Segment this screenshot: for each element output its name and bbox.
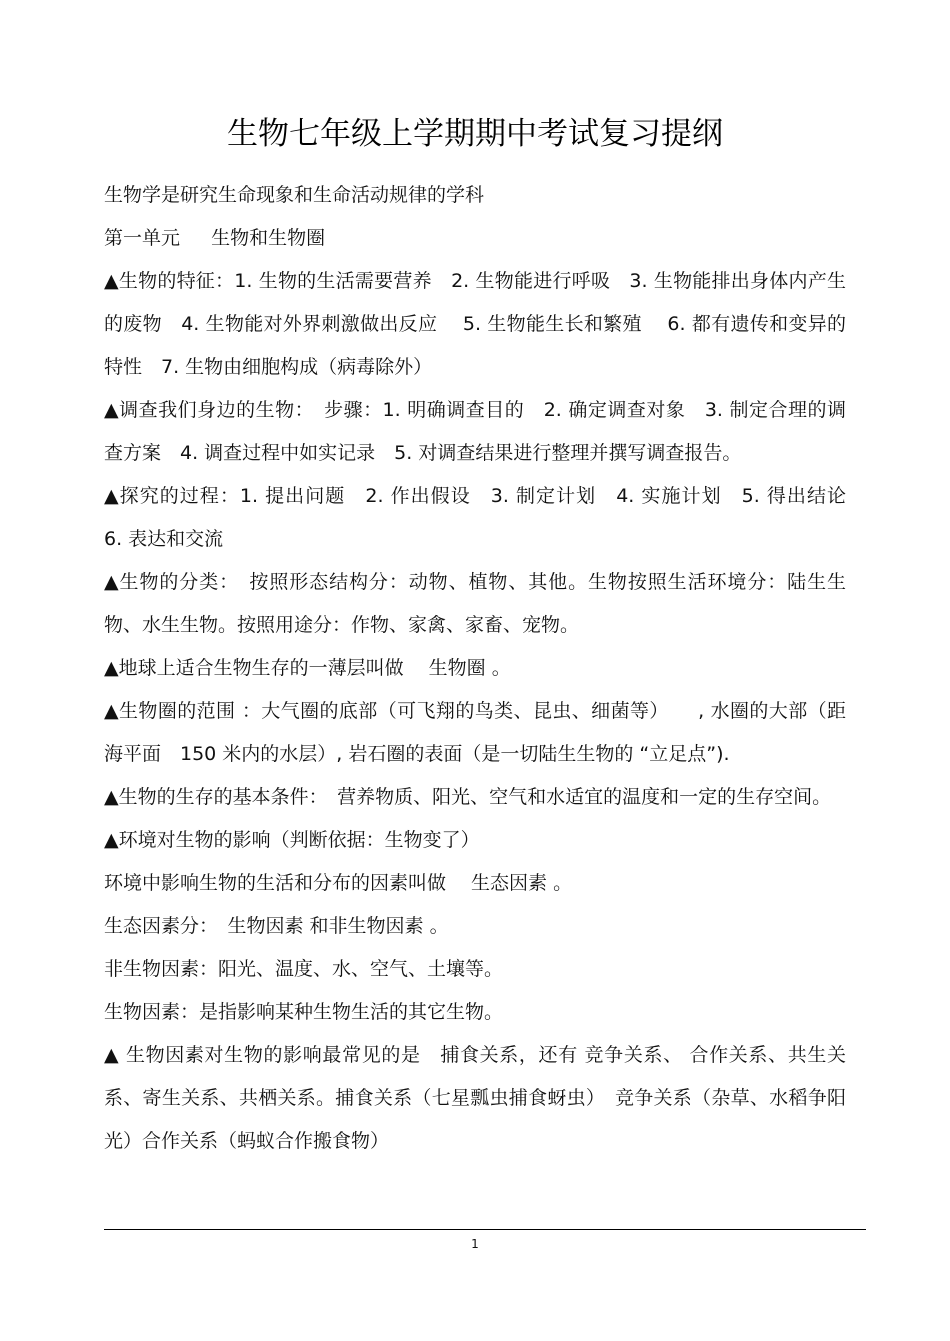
- paragraph-biosphere: ▲地球上适合生物生存的一薄层叫做 生物圈 。: [104, 657, 511, 679]
- paragraph-characteristics: ▲生物的特征：1. 生物的生活需要营养 2. 生物能进行呼吸 3. 生物能排出身体内产生的废物 4. 生物能对外界刺激做出反应 5. 生物能生长和繁殖 6. 都有遗传和变异的特性 7. 生物由细胞构成（病毒除外）: [104, 270, 846, 378]
- document-body: [104, 174, 866, 1163]
- footer-divider: [104, 1229, 866, 1230]
- paragraph-survey: ▲调查我们身边的生物： 步骤：1. 明确调查目的 2. 确定调查对象 3. 制定合理的调查方案 4. 调查过程中如实记录 5. 对调查结果进行整理并撰写调查报告。: [104, 399, 846, 464]
- paragraph-abiotic: 非生物因素：阳光、温度、水、空气、土壤等。: [104, 958, 504, 980]
- page-number: 1: [471, 1237, 479, 1251]
- paragraph-environment-effect: ▲环境对生物的影响（判断依据：生物变了）: [104, 829, 480, 851]
- paragraph-biosphere-range: ▲生物圈的范围 ：大气圈的底部（可飞翔的鸟类、昆虫、细菌等） , 水圈的大部（距海平面 150 米内的水层）, 岩石圈的表面（是一切陆生生物的 “立足点”).: [104, 700, 846, 765]
- paragraph-inquiry: ▲探究的过程：1. 提出问题 2. 作出假设 3. 制定计划 4. 实施计划 5. 得出结论 6. 表达和交流: [104, 485, 866, 550]
- paragraph-classification: ▲生物的分类： 按照形态结构分：动物、植物、其他。生物按照生活环境分：陆生生物、水生生物。按照用途分：作物、家禽、家畜、宠物。: [104, 571, 846, 636]
- paragraph-biotic: 生物因素：是指影响某种生物生活的其它生物。: [104, 1001, 504, 1023]
- paragraph-ecological-factor: 环境中影响生物的生活和分布的因素叫做 生态因素 。: [104, 872, 573, 894]
- paragraph-relationships: ▲ 生物因素对生物的影响最常见的是 捕食关系，还有 竞争关系、 合作关系、共生关系、寄生关系、共栖关系。捕食关系（七星瓢虫捕食蚜虫） 竞争关系（杂草、水稻争阳光）合作关系（蚂蚁合作搬食物）: [104, 1044, 846, 1152]
- paragraph-factor-types: 生态因素分： 生物因素 和非生物因素 。: [104, 915, 449, 937]
- unit-heading: 第一单元 生物和生物圈: [104, 227, 326, 249]
- document-title: 生物七年级上学期期中考试复习提纲: [227, 116, 723, 152]
- paragraph-intro: 生物学是研究生命现象和生命活动规律的学科: [104, 184, 485, 206]
- paragraph-conditions: ▲生物的生存的基本条件： 营养物质、阳光、空气和水适宜的温度和一定的生存空间。: [104, 786, 832, 808]
